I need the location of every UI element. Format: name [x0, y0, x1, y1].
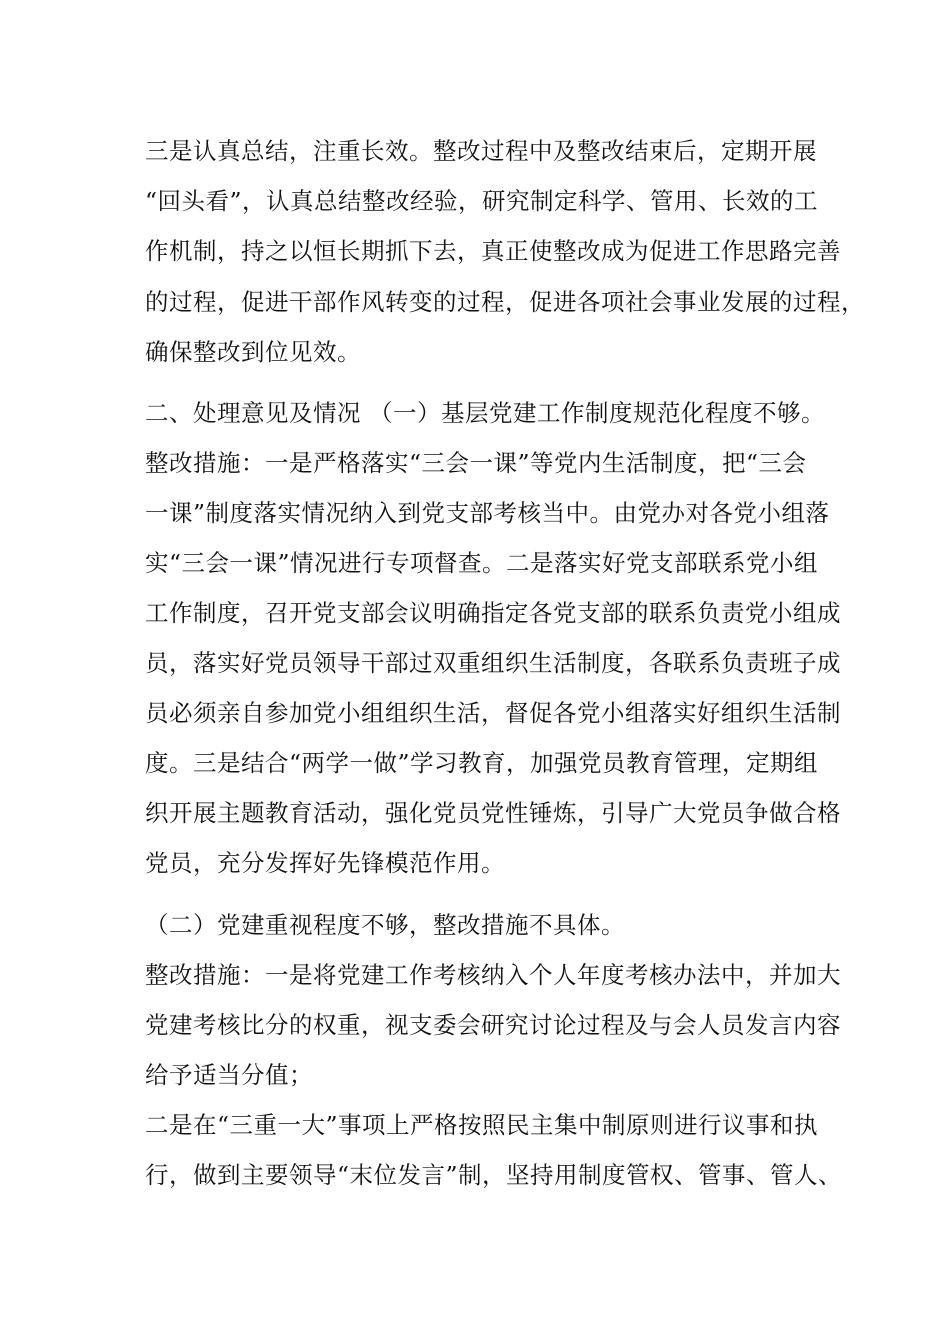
- text-line: 员必须亲自参加党小组组织生活，督促各党小组落实好组织生活制: [145, 699, 841, 727]
- text-line: 织开展主题教育活动，强化党员党性锤炼，引导广大党员争做合格: [145, 799, 841, 827]
- text-line: 党员，充分发挥好先锋模范作用。: [145, 849, 505, 877]
- text-line: 一课”制度落实情况纳入到党支部考核当中。由党办对各党小组落: [145, 499, 830, 527]
- text-line: 确保整改到位见效。: [145, 338, 361, 366]
- text-line: 工作制度，召开党支部会议明确指定各党支部的联系负责党小组成: [145, 599, 841, 627]
- text-line: “回头看”，认真总结整改经验，研究制定科学、管用、长效的工: [145, 187, 819, 215]
- text-line: 整改措施：一是严格落实“三会一课”等党内生活制度，把“三会: [145, 449, 807, 477]
- text-line: 三是认真总结，注重长效。整改过程中及整改结束后，定期开展: [145, 137, 817, 165]
- text-line: 行，做到主要领导“末位发言”制，坚持用制度管权、管事、管人、: [145, 1161, 843, 1189]
- text-line: 给予适当分值；: [145, 1061, 313, 1089]
- text-line: 的过程，促进干部作风转变的过程，促进各项社会事业发展的过程，: [145, 288, 865, 316]
- text-line: 作机制，持之以恒长期抓下去，真正使整改成为促进工作思路完善: [145, 237, 841, 265]
- text-line: 员，落实好党员领导干部过双重组织生活制度，各联系负责班子成: [145, 649, 841, 677]
- section-heading: （二）党建重视程度不够，整改措施不具体。: [145, 911, 625, 939]
- text-line: 度。三是结合“两学一做”学习教育，加强党员教育管理，定期组: [145, 749, 819, 777]
- text-line: 二是在“三重一大”事项上严格按照民主集中制原则进行议事和执: [145, 1111, 819, 1139]
- section-heading: 二、处理意见及情况 （一）基层党建工作制度规范化程度不够。: [145, 399, 825, 427]
- text-line: 党建考核比分的权重，视支委会研究讨论过程及与会人员发言内容: [145, 1011, 841, 1039]
- text-line: 整改措施：一是将党建工作考核纳入个人年度考核办法中，并加大: [145, 961, 841, 989]
- text-line: 实“三会一课”情况进行专项督查。二是落实好党支部联系党小组: [145, 549, 819, 577]
